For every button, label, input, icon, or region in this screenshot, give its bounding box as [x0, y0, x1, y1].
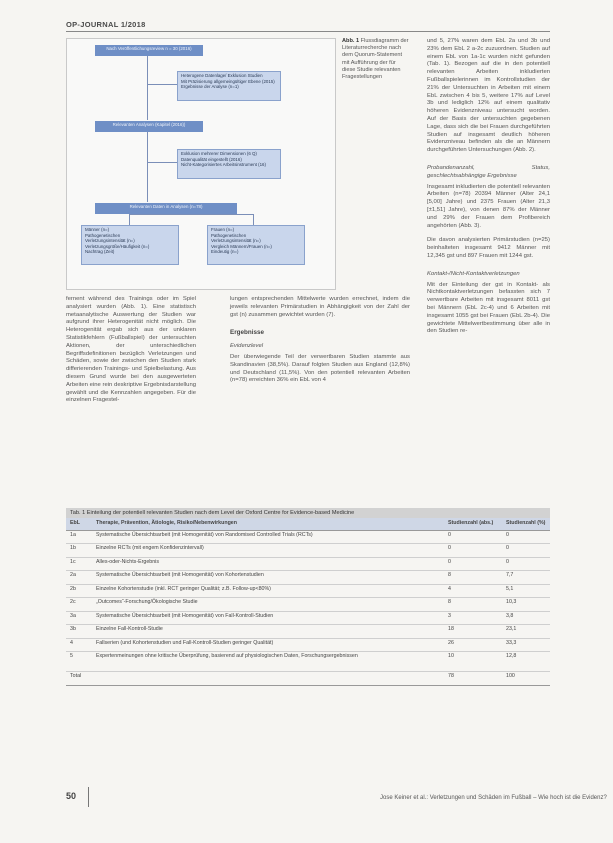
flow-line: Männer (n=)	[85, 227, 110, 232]
table-cell: 18	[444, 625, 502, 639]
flow-box-1: Nach Veröffentlichungsreview n = 30 (2016)	[95, 45, 203, 56]
table-header-row	[66, 518, 550, 530]
evidence-table	[66, 508, 550, 686]
table-cell: Einzelne Kohortenstudie (inkl. RCT geringer Qualität; z.B. Follow-up<80%)	[92, 584, 444, 598]
table-cell: 100	[502, 672, 550, 686]
table-cell: 3a	[66, 611, 92, 625]
flow-line: Exklusion mehrerer Dimensionen (6 Q)	[181, 151, 257, 156]
table-cell: 5	[66, 652, 92, 672]
left-column	[66, 296, 196, 405]
table-cell: 4	[444, 584, 502, 598]
table-row	[66, 598, 550, 612]
flow-connector	[147, 84, 177, 85]
flow-line: Mit Präzisierung allgemeingültiger Ebene (2015)	[181, 78, 275, 84]
paragraph: fernent während des Trainings oder im Spiel analysiert wurden (Abb. 1). Eine statistisch metaanalytische Auswertung der Studien war aufgrund ihrer Heterogenität nicht möglich. Die Heterogenität ergab sich aus der unklaren Statistikfehlern (Fußballspiel) der untersuchten Aktionen, der unterschiedlichen Begriffsdefinitionen bezüglich Verletzungen und Schäden, sowie der zwischen den Studien stark differierenden Trainings- und Spielbelastung. Aus diesem Grund wurde bei den ausgewerteten Arbeiten eine rein deskriptive Ergebnisdarstellung gewählt und die Kennzahlen angegeben. Für die einzelnen Fragestel-	[66, 296, 196, 404]
flow-connector	[147, 132, 148, 202]
table-cell: 78	[444, 672, 502, 686]
flow-line: Ergebnisse der Analyse (n=1)	[181, 84, 239, 90]
flow-line: Vergleich Männern/Frauen (n=)	[211, 243, 272, 249]
figure-caption-text: Flussdiagramm der Literaturrecherche nach dem Quorum-Statement mit Aufführung der für diese Studie relevanten Fragestellungen	[342, 38, 409, 81]
figure-caption-label: Abb. 1	[342, 38, 360, 44]
table-cell: 8	[444, 571, 502, 585]
table-cell: Expertenmeinungen ohne kritische Überprüfung, basierend auf physiologischen Daten, Forschungsergebnissen	[92, 652, 444, 672]
flow-box-4	[177, 149, 281, 179]
table-cell: 2c	[66, 598, 92, 612]
middle-column	[230, 296, 410, 385]
table-cell: Total	[66, 672, 92, 686]
subheading: Kontakt-/Nicht-Kontaktverletzungen	[427, 270, 520, 277]
table-cell: 8	[444, 598, 502, 612]
table-row	[66, 530, 550, 544]
table-cell: 0	[502, 544, 550, 558]
flow-line: Verletzungsintensität (n=)	[85, 238, 135, 244]
table-cell: 0	[502, 557, 550, 571]
right-column	[427, 38, 550, 336]
table-caption: Tab. 1 Einteilung der potentiell relevanten Studien nach dem Level der Oxford Centre for Evidence-based Medicine	[66, 508, 550, 518]
table-cell: Systematische Übersichtsarbeit (mit Homogenität) von Fall-Kontroll-Studien	[92, 611, 444, 625]
paragraph: und 5, 27% waren dem EbL 2a und 3b und 23% dem EbL 2 a-2c zuzuordnen. Studien auf einem EbL von 1a-1c wurden nicht gefunden (Tab. 1). Bezogen auf die in den potentiell relevanten Arbeiten inkludierten Fußballspielerinnen im Kontrollstudien der 21% der Untersuchten in Arbeiten mit einem EbL zwischen 4 bis 5, weitere 17% auf Level 3b und lediglich 12% auf einem qualitativ höheren Evidenzniveau untersucht worden. Auf der Basis der untersuchten gegebenen Lage, dass sich die bei Frauen durchgeführten Studien auf insgesamt deutlich höheren Evidenzniveau befinden als die an Männern durchgeführten Untersuchungen (Abb. 2).	[427, 38, 550, 154]
table	[66, 518, 550, 686]
table-cell: 1c	[66, 557, 92, 571]
table-cell	[92, 672, 444, 686]
table-cell: 0	[502, 530, 550, 544]
flow-line: Nachtrag (Zeit)	[85, 249, 115, 255]
header-rule	[66, 31, 550, 32]
flow-line: Datenqualität eingestellt (2016)	[181, 156, 242, 162]
column-header: EbL	[66, 518, 92, 530]
table-cell: 10,3	[502, 598, 550, 612]
flow-box-5: Relevanten Daten in Analysen (n=78)	[95, 203, 237, 214]
subheading: Probandenanzahl, Status, geschlechtsabhängige Ergebnisse	[427, 164, 550, 179]
column-header: Studienzahl (%)	[502, 518, 550, 530]
table-row	[66, 638, 550, 652]
paragraph: Insgesamt inkludierten die potentiell relevanten Arbeiten (n=78) 20394 Männer (Alter 24,1 [5,00] Jahre) und 2375 Frauen (Alter 21,3 [±1,51] Jahre), von denen 87% der Männer und 29% der Frauen dem Profibereich angehörten (Abb. 3).	[427, 183, 550, 229]
flow-line: Eindeutig (n=)	[211, 249, 239, 255]
table-row	[66, 584, 550, 598]
table-cell: 0	[444, 544, 502, 558]
table-cell: 1b	[66, 544, 92, 558]
flow-connector	[147, 56, 148, 120]
table-cell: Einzelne RCTs (mit engem Konfidenzintervall)	[92, 544, 444, 558]
column-header: Therapie, Prävention, Ätiologie, Risiko/Nebenwirkungen	[92, 518, 444, 530]
flow-box-2	[177, 71, 281, 101]
journal-header: OP-JOURNAL 1/2018	[66, 20, 146, 29]
table-cell: 0	[444, 530, 502, 544]
table-cell: 2a	[66, 571, 92, 585]
table-cell: Fallserien (und Kohortenstudien und Fall-Kontroll-Studien geringer Qualität)	[92, 638, 444, 652]
paragraph: lungen entsprechenden Mittelwerte wurden errechnet, indem die jeweils relevanten Primärstudien in Abhängigkeit von der Zahl der gst (n) zusammen gewichtet wurden (7).	[230, 296, 410, 318]
table-cell: 4	[66, 638, 92, 652]
flow-line: Verletzungsintensität (n=)	[211, 238, 261, 244]
table-cell: 3b	[66, 625, 92, 639]
flow-box-7	[207, 225, 305, 265]
table-total-row	[66, 672, 550, 686]
table-row	[66, 544, 550, 558]
flow-line: Frauen (n=)	[211, 227, 235, 232]
flow-line: Heterogene Datenlage/ Exklusion Studien	[181, 73, 263, 78]
table-row	[66, 625, 550, 639]
footer-divider	[88, 787, 89, 807]
table-cell: 2b	[66, 584, 92, 598]
flow-connector	[147, 162, 177, 163]
table-cell: 10	[444, 652, 502, 672]
table-cell: „Outcomes“-Forschung/Ökologische Studie	[92, 598, 444, 612]
flowchart-figure	[66, 38, 336, 290]
flow-line: Nicht-Kategorisiertes Arbeitsinstrument (16)	[181, 162, 266, 168]
column-header: Studienzahl (abs.)	[444, 518, 502, 530]
flow-connector	[129, 214, 130, 225]
table-cell: 26	[444, 638, 502, 652]
subheading: Evidenzlevel	[230, 343, 264, 350]
table-row	[66, 571, 550, 585]
table-row	[66, 652, 550, 672]
running-footer: Jose Keiner et al.: Verletzungen und Schäden im Fußball – Wie hoch ist die Evidenz?	[380, 795, 607, 801]
figure-caption	[342, 38, 410, 81]
table-cell: 1a	[66, 530, 92, 544]
table-cell: 5,1	[502, 584, 550, 598]
paragraph: Die davon analysierten Primärstudien (n=25) beinhalteten insgesamt 9412 Männer mit 12,345 gst und 897 Frauen mit 1244 gst.	[427, 237, 550, 259]
paragraph: Der überwiegende Teil der verwertbaren Studien stammte aus Skandinavien (38,5%). Darauf folgten Studien aus England (12,8%) und Deutschland (11,5%). Von den potentiell relevanten Arbeiten (n=78) erreichten 36% ein EbL von 4	[230, 353, 410, 384]
flow-box-3: Relevanten Analysen (Kapitel (2016))	[95, 121, 203, 132]
table-cell: 12,8	[502, 652, 550, 672]
table-cell: Alles-oder-Nichts-Ergebnis	[92, 557, 444, 571]
table-cell: 23,1	[502, 625, 550, 639]
table-cell: Einzelne Fall-Kontroll-Studie	[92, 625, 444, 639]
flow-line: Pathogenetischen	[211, 232, 247, 238]
table-row	[66, 557, 550, 571]
page-number: 50	[66, 791, 77, 801]
section-heading: Ergebnisse	[230, 329, 264, 337]
table-cell: 3	[444, 611, 502, 625]
table-cell: Systematische Übersichtsarbeit (mit Homogenität) von Kohortenstudien	[92, 571, 444, 585]
table-cell: 3,8	[502, 611, 550, 625]
flow-connector	[253, 214, 254, 225]
table-row	[66, 611, 550, 625]
table-cell: Systematische Übersichtsarbeit (mit Homogenität) von Randomised Controlled Trials (RCTs)	[92, 530, 444, 544]
flow-connector	[129, 214, 253, 215]
table-cell: 33,3	[502, 638, 550, 652]
flow-line: Pathogenetischen	[85, 232, 121, 238]
flow-box-6	[81, 225, 179, 265]
table-cell: 7,7	[502, 571, 550, 585]
paragraph: Mit der Einteilung der gst in Kontakt- als Nichtkontaktverletzungen befassten sich 7 verwertbare Arbeiten mit insgesamt 8011 gst bei Männern (EbL 2c-4) und 6 Arbeiten mit insgesamt 1055 gst bei Frauen (EbL 2b-4). Die gewichtete Mittelwertbestimmung über alle in den Studien re-	[427, 281, 550, 335]
flow-line: Verletzungsgröße/Häufigkeit (n=)	[85, 243, 150, 249]
table-cell: 0	[444, 557, 502, 571]
